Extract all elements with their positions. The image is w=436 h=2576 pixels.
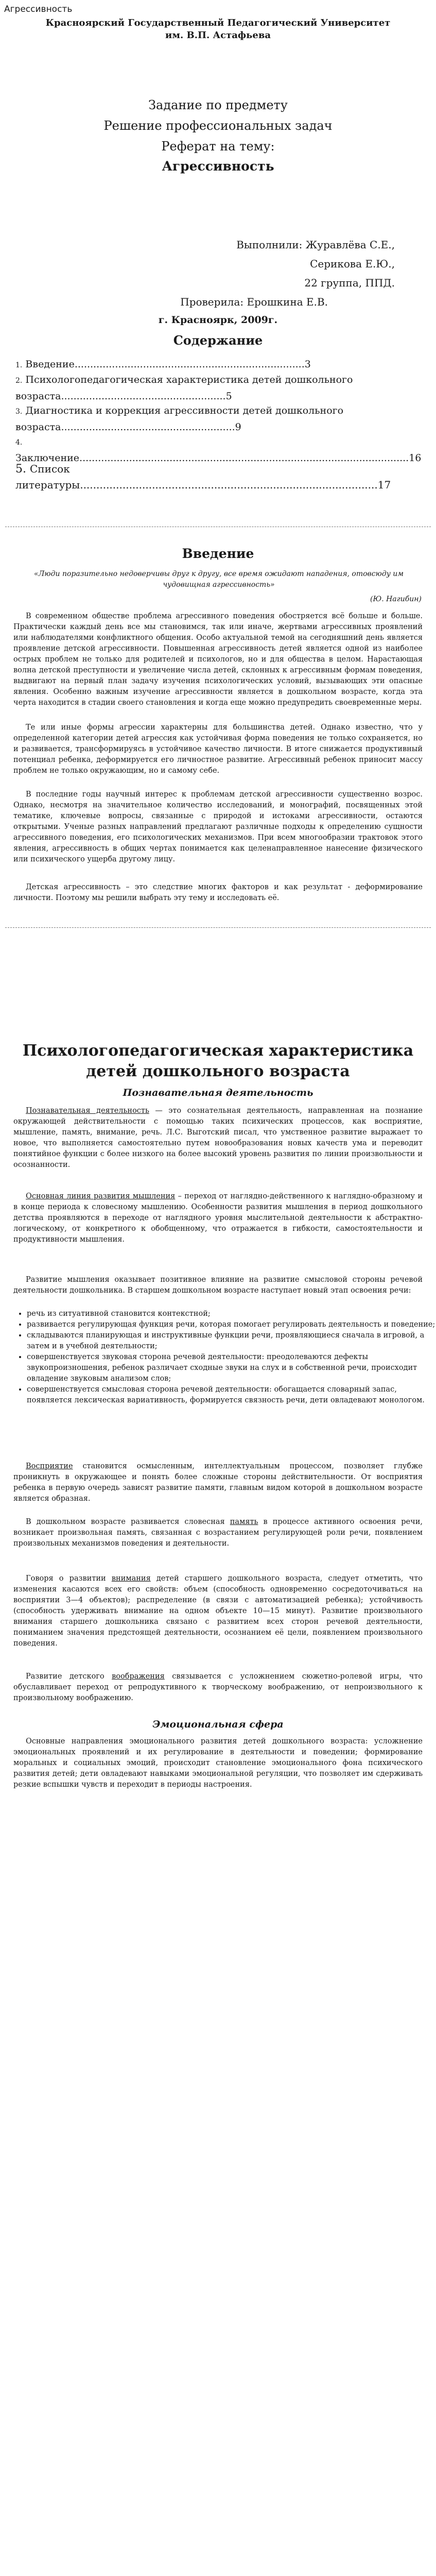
paragraph-text: становится осмысленным, интеллектуальным процессом, позволяет глубже проникнуть в окружающее и понять более сложные стороны действительности. От восприятия ребенка в первую очередь зависят развитие памяти, главным видом которой в дошкольном возрасте является образная. (13, 1462, 423, 1503)
section-heading: Психологопедагогическая характеристика детей дошкольного возраста (22, 1042, 414, 1080)
paragraph-text: — это сознательная деятельность, направленная на познание окружающей действительности с помощью таких психических процессов, как восприятие, мышление, память, внимание, речь. Л.С. Выготский писал, что умственное развитие выражает то новое, что выполняется самостоятельно путем новообразования новых качеств ума и переводит понятийное функции с более низкого на более высокий уровень развития по линии произвольности и осознанности. (13, 1107, 423, 1169)
toc-item-number: 5. (15, 463, 26, 476)
list-item: • развивается регулирующая функция речи, которая помогает регулировать деятельность и поведение; (27, 1319, 436, 1330)
list-item: • речь из ситуативной становится контекстной; (27, 1309, 436, 1319)
section-paragraph-5 (13, 1517, 423, 1549)
term-perception: Восприятие (26, 1462, 73, 1470)
toc-item-number: 3. (15, 408, 23, 416)
toc-heading: Содержание (173, 333, 263, 348)
paragraph-text: детей старшего дошкольного возраста, следует отметить, что изменения касаются всех его свойств: объем (способность одновременно сосредоточиваться на восприятии 3—4 объектов); распределение (в связи с автоматизацией ребенка); устойчивость (способность удерживать внимание на одном объекте 10—15 минут). Развитие произвольного внимания старшего дошкольника связано с развитием всех сторон речевой деятельности, пониманием значения предстоящей деятельности, осознанием её цели, появлением произвольного поведения. (13, 1574, 423, 1648)
list-item: • складываются планирующая и инструктивные функции речи, проявляющиеся сначала в игровой, а затем и в учебной деятельности; (27, 1330, 436, 1352)
intro-paragraph-3: В последние годы научный интерес к проблемам детской агрессивности существенно возрос. Однако, несмотря на значительное количество исследований, и монографий, посвященных этой тематике, ключевые вопросы, связанные с природой и истоками агрессивности, остаются открытыми. Ученые разных направлений предлагают различные подходы к определению сущности агрессивного поведения, его психологических механизмов. При всем многообразии трактовок этого явления, агрессивность в общих чертах понимается как целенаправленное нанесение физического или психического ущерба другому лицу. (13, 790, 423, 863)
toc-item-text: Диагностика и коррекция агрессивности детей дошкольного возраста........................................................9 (15, 405, 344, 433)
document-title: Агрессивность (4, 4, 73, 14)
intro-heading: Введение (182, 546, 254, 561)
paragraph-text: связывается с усложнением сюжетно-ролевой игры, что обуславливает переход от репродуктивного к творческому воображению, от непроизвольного к произвольному воображению. (13, 1672, 423, 1702)
term-cognitive-activity: Познавательная деятельность (26, 1107, 149, 1115)
term-attention: внимания (111, 1574, 151, 1583)
toc-item-number: 2. (15, 377, 23, 385)
intro-paragraph-1: В современном обществе проблема агрессивного поведения обостряется всё больше и больше. Практически каждый день все мы становимся, так или иначе, жертвами агрессивных проявлений или наблюдателями конфликтного общения. Особо актуальной темой на сегодняшний день является проявление детской агрессивности. Повышенная агрессивность детей является одной из наиболее острых проблем не только для родителей и психологов, но и для общества в целом. Нарастающая волна детской преступности и увеличение числа детей, склонных к агрессивным формам поведения, выдвигают на первый план задачу изучения психологических условий, вызывающих эти опасные явления. Особенно важным изучение агрессивности является в дошкольном возрасте, когда эта черта находится в стадии своего становления и когда еще можно предупредить своевременные меры. (13, 612, 423, 707)
authors-group: 22 группа, ППД. (304, 277, 395, 289)
assignment-label: Задание по предмету (148, 98, 288, 112)
list-item: • совершенствуется звуковая сторона речевой деятельности: преодолеваются дефекты звукопроизношения, ребенок различает сходные звуки на слух и в собственной речи, происходит овладение звуковым анализом слов; (27, 1352, 436, 1384)
epigraph: «Люди поразительно недоверчивы друг к другу, все время ожидают нападения, отовсюду им чудовищная агрессивность» (34, 570, 404, 589)
authors-line-1: Выполнили: Журавлёва С.Е., (236, 239, 395, 251)
intro-paragraph-2: Те или иные формы агрессии характерны для большинства детей. Однако известно, что у определенной категории детей агрессия как устойчивая форма поведения не только сохраняется, но и развивается, трансформируясь в устойчивое качество личности. В итоге снижается продуктивный потенциал ребенка, деформируется его личностное развитие. Агрессивный ребенок приносит массу проблем не только окружающим, но и самому себе. (13, 723, 423, 775)
toc-item[interactable] (15, 403, 407, 435)
toc-item-text: Список литературы...........................................................................................17 (15, 463, 391, 491)
toc-item-text: Психологопедагогическая характеристика детей дошкольного возраста.....................................................5 (15, 374, 353, 402)
term-thinking-development: Основная линия развития мышления (26, 1192, 176, 1200)
toc-item[interactable] (15, 461, 407, 493)
toc-item[interactable] (15, 372, 407, 404)
epigraph-author: (Ю. Нагибин) (370, 595, 422, 603)
section-paragraph-8: Основные направления эмоционального развития детей дошкольного возраста: усложнение эмоциональных проявлений и их регулирование в деятельности и поведении; формирование моральных и социальных эмоций, происходит становление эмоционального фона психического развития детей; дети овладевают навыками эмоциональной регуляции, что позволяет им сдерживать резкие вспышки чувств и переходит в периоды настроения. (13, 1737, 423, 1789)
toc-item-text: Заключение..........................................................................................................16 (15, 452, 422, 464)
speech-development-list (13, 1309, 436, 1406)
university-name-line2: им. В.П. Астафьева (165, 30, 271, 41)
authors-line-2: Серикова Е.Ю., (310, 258, 395, 270)
section-paragraph-3: Развитие мышления оказывает позитивное влияние на развитие смысловой стороны речевой деятельности дошкольника. В старшем дошкольном возрасте наступает новый этап освоения речи: (13, 1276, 423, 1295)
section-paragraph-6 (13, 1573, 423, 1649)
paragraph-text: Говоря о развитии (26, 1574, 112, 1583)
section-paragraph-2 (13, 1191, 423, 1245)
intro-paragraph-4 (13, 882, 423, 904)
subsection-heading: Эмоциональная сфера (152, 1719, 284, 1730)
reviewer: Проверила: Ерошкина Е.В. (180, 296, 328, 308)
section-paragraph-7 (13, 1671, 423, 1704)
university-name: Красноярский Государственный Педагогический Университет (45, 18, 391, 28)
report-label: Реферат на тему: (161, 139, 275, 154)
page-break-divider (5, 927, 431, 928)
toc-item-text: Введение..........................................................................3 (25, 359, 311, 370)
list-item: • совершенствуется смысловая сторона речевой деятельности: обогащается словарный запас, появляется лексическая вариативность, формируется связность речи, дети овладевают монологом. (27, 1384, 436, 1406)
section-paragraph-1 (13, 1106, 423, 1171)
toc-item[interactable] (15, 357, 407, 373)
subject-name: Решение профессиональных задач (103, 118, 333, 133)
paragraph-text: В дошкольном возрасте развивается словесная (26, 1518, 230, 1526)
intro-paragraph-4-text: Детская агрессивность – это следствие многих факторов и как результат - деформирование личности. Поэтому мы решили выбрать эту тему и исследовать её. (13, 883, 423, 902)
term-imagination: воображения (112, 1672, 165, 1681)
paragraph-text: – переход от наглядно-действенного к наглядно-образному и в конце периода к словесному мышлению. Особенности развития мышления в период дошкольного детства проявляются в переходе от наглядного уровня мыслительной деятельности к абстрактно-логическому, от конкретного к обобщенному, что отражается в гибкости, самостоятельности и продуктивности мышления. (13, 1192, 423, 1244)
city-year: г. Красноярк, 2009г. (158, 314, 278, 326)
subsection-heading: Познавательная деятельность (123, 1087, 313, 1098)
toc-item-number: 1. (15, 361, 23, 369)
report-topic: Агрессивность (162, 159, 274, 174)
paragraph-text: Развитие детского (26, 1672, 112, 1681)
toc-item-number: 4. (15, 438, 23, 447)
term-memory: память (230, 1518, 258, 1526)
paragraph-text: в процессе активного освоения речи, возникает произвольная память, связанная с возрастанием регулирующей роли речи, появлением произвольных механизмов поведения и деятельности. (13, 1518, 423, 1548)
section-paragraph-4 (13, 1461, 423, 1504)
